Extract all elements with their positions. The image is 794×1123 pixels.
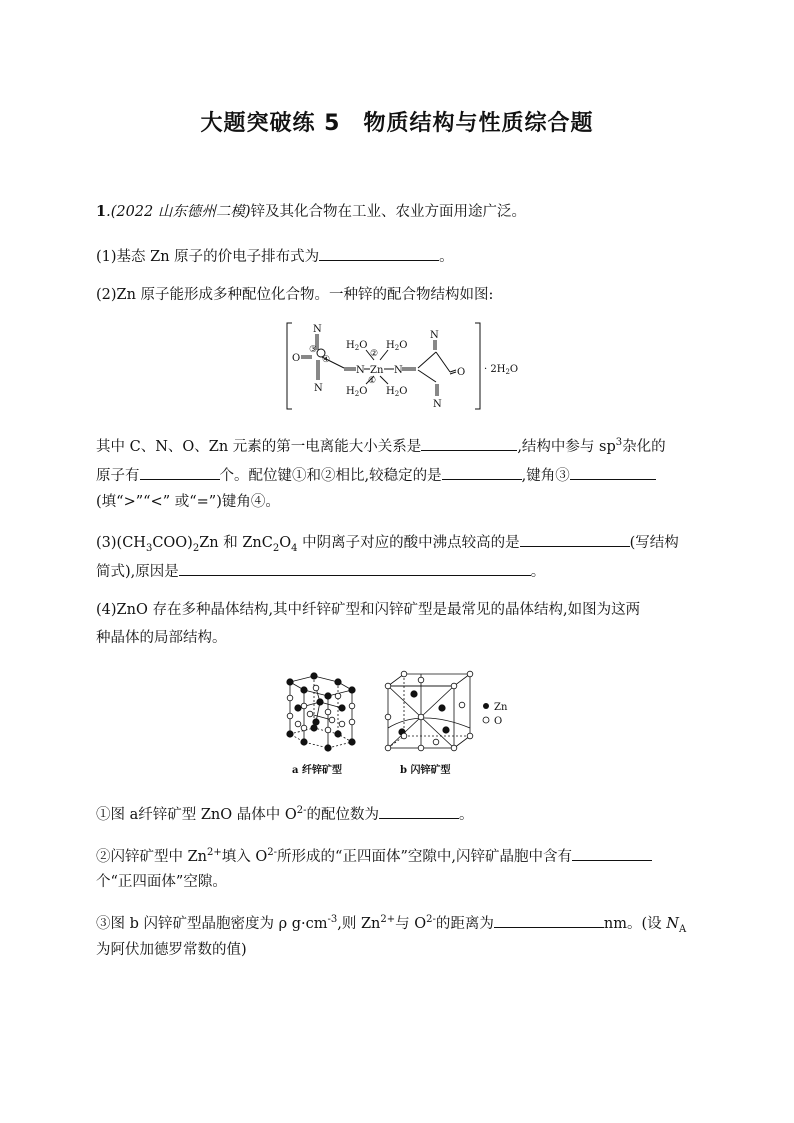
subquestion-4-part-2-line-1 — [96, 845, 652, 867]
text: (3)(CH — [96, 535, 146, 551]
answer-blank-1[interactable] — [319, 245, 439, 261]
text: 杂化的 — [622, 439, 666, 455]
text: 所形成的“正四面体”空隙中,闪锌矿晶胞中含有 — [277, 849, 572, 865]
answer-blank-8[interactable] — [379, 803, 459, 819]
text: 种晶体的局部结构。 — [96, 630, 227, 646]
answer-blank-5[interactable] — [570, 464, 656, 480]
legend-zn-marker — [483, 703, 489, 709]
text: Zn 和 ZnC — [199, 535, 273, 551]
fig1-n-mid-left: N — [356, 365, 365, 376]
subquestion-4-line-2 — [96, 628, 227, 648]
subquestion-2-line-3 — [96, 492, 280, 512]
fig1-n-bottom-right: N — [433, 399, 442, 410]
svg-text:H2O: $H_2O$ — [346, 386, 368, 398]
fig1-n-top-right: N — [430, 330, 439, 341]
subquestion-2-line-2 — [96, 464, 656, 486]
superscript: 2- — [426, 914, 436, 926]
legend-o-marker — [483, 717, 489, 723]
subquestion-3-line-1 — [96, 531, 679, 553]
subscript: 3 — [145, 542, 153, 554]
fig1-n-top: N — [313, 324, 322, 335]
text: 中阴离子对应的酸中沸点较高的是 — [297, 535, 520, 551]
text: ,则 Zn — [337, 916, 381, 932]
text: O — [279, 535, 292, 551]
fig1-zn: Zn — [370, 365, 384, 376]
fig1-bond-2: ② — [370, 349, 379, 359]
subscript: A — [678, 923, 687, 935]
text: 与 O — [395, 916, 427, 932]
superscript: 3 — [615, 437, 623, 449]
question-number: 1 — [96, 203, 107, 220]
superscript: 2+ — [207, 847, 222, 859]
text: (4)ZnO 存在多种晶体结构,其中纤锌矿型和闪锌矿型是最常见的晶体结构,如图为这两 — [96, 602, 641, 618]
answer-blank-10[interactable] — [494, 912, 604, 928]
zno-crystal-structures-figure — [276, 668, 526, 780]
subquestion-1 — [96, 245, 454, 267]
text: 其中 C、N、O、Zn 元素的第一电离能大小关系是 — [96, 439, 422, 455]
subquestion-4-line-1 — [96, 600, 640, 620]
caption-b: b 闪锌矿型 — [400, 765, 451, 776]
text: COO) — [152, 535, 193, 551]
text: ③图 b 闪锌矿型晶胞密度为 ρ g·cm — [96, 916, 328, 932]
superscript: 2- — [267, 847, 278, 859]
caption-a: a 纤锌矿型 — [292, 765, 342, 776]
text: (写结构 — [629, 535, 679, 551]
fig1-bond-1: ① — [368, 376, 377, 386]
subquestion-2-line-1 — [96, 435, 666, 457]
subquestion-3-line-2 — [96, 560, 545, 582]
text: ,结构中参与 sp — [517, 439, 616, 455]
answer-blank-2[interactable] — [421, 435, 517, 451]
subquestion-4-part-1 — [96, 803, 474, 825]
text: (填“>”“<” 或“=”)键角④。 — [96, 494, 280, 510]
fig1-angle-3: ③ — [309, 345, 318, 355]
svg-text:H2O: $H_2O$ — [346, 340, 368, 352]
superscript: -3 — [327, 914, 338, 926]
text: 为阿伏加德罗常数的值) — [96, 942, 247, 958]
question-source: .(2022 山东德州二模) — [106, 204, 251, 220]
avogadro-symbol: N — [666, 916, 679, 932]
svg-text:H2O: $H_2O$ — [386, 386, 408, 398]
question-1-intro — [96, 202, 526, 222]
subquestion-2-text: (2)Zn 原子能形成多种配位化合物。一种锌的配合物结构如图: — [96, 287, 494, 303]
text: 的配位数为 — [306, 807, 380, 823]
subscript: 4 — [291, 542, 298, 554]
superscript: 2- — [296, 805, 307, 817]
answer-blank-9[interactable] — [572, 845, 652, 861]
answer-blank-3[interactable] — [140, 464, 220, 480]
subquestion-4-part-3-line-2 — [96, 940, 247, 960]
text: 个。配位键①和②相比,较稳定的是 — [219, 468, 442, 484]
punct: 。 — [439, 249, 454, 265]
punct: 。 — [459, 807, 474, 823]
fig1-n-mid-right: N — [394, 365, 403, 376]
text: nm。(设 — [603, 916, 667, 932]
subquestion-1-text: (1)基态 Zn 原子的价电子排布式为 — [96, 249, 320, 265]
superscript: 2+ — [380, 914, 396, 926]
subquestion-2-intro — [96, 285, 493, 305]
fig1-o-left: O — [292, 353, 301, 364]
text: 个“正四面体”空隙。 — [96, 874, 227, 890]
text: 原子有 — [96, 468, 140, 484]
answer-blank-7[interactable] — [179, 560, 531, 576]
fig1-angle-4: ④ — [322, 355, 331, 365]
answer-blank-6[interactable] — [520, 531, 630, 547]
text: 简式),原因是 — [96, 564, 179, 580]
subquestion-4-part-3-line-1 — [96, 912, 686, 934]
punct: 。 — [530, 564, 546, 580]
zinc-complex-structure-figure — [284, 320, 519, 412]
question-intro-text: 锌及其化合物在工业、农业方面用途广泛。 — [250, 204, 527, 220]
page-title: 大题突破练 5 物质结构与性质综合题 — [200, 111, 594, 136]
text: ,键角③ — [521, 468, 570, 484]
legend-zn-label: Zn — [494, 702, 508, 713]
fig1-o-right: O — [457, 367, 466, 378]
text: ①图 a纤锌矿型 ZnO 晶体中 O — [96, 807, 297, 823]
subscript: 2 — [272, 542, 280, 554]
text: 填入 O — [221, 849, 268, 865]
text: ②闪锌矿型中 Zn — [96, 849, 208, 865]
answer-blank-4[interactable] — [442, 464, 522, 480]
legend-o-label: O — [494, 716, 503, 727]
subquestion-4-part-2-line-2 — [96, 872, 227, 892]
subscript: 2 — [192, 542, 200, 554]
fig1-water: · $2H_2O$ — [484, 364, 519, 376]
fig1-n-bottom-left: N — [314, 383, 323, 394]
svg-text:H2O: $H_2O$ — [386, 340, 408, 352]
text: 的距离为 — [435, 916, 494, 932]
